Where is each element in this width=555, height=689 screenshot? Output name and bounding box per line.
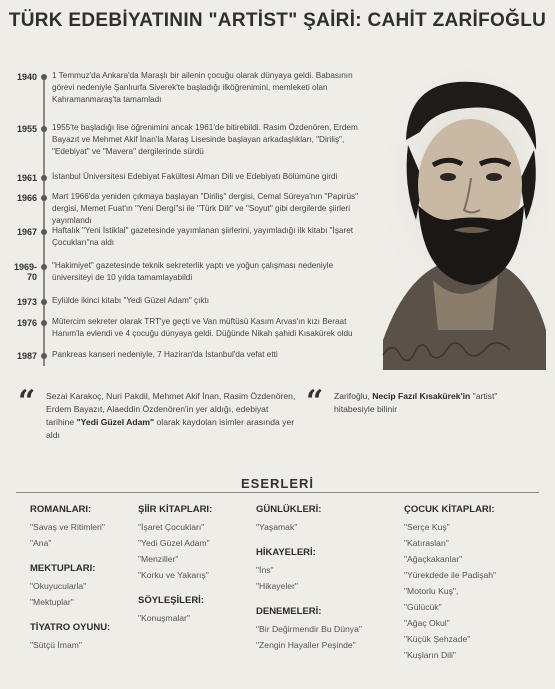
work-title: "Serçe Kuş" <box>404 522 450 532</box>
quote-icon: “ <box>306 384 324 419</box>
work-title: "Konuşmalar" <box>138 613 190 623</box>
work-title: "Ana" <box>30 538 52 548</box>
work-title: "Menziller" <box>138 554 179 564</box>
work-title: "Motorlu Kuş", <box>404 586 459 596</box>
works-column <box>404 504 544 675</box>
category-heading: GÜNLÜKLERİ: <box>256 504 322 515</box>
works-category <box>30 563 140 610</box>
works-column <box>256 504 406 665</box>
timeline-dot-icon <box>41 195 47 201</box>
timeline-year: 1987 <box>16 351 37 361</box>
work-title: "İşaret Çocukları" <box>138 522 205 532</box>
portrait-illustration <box>378 70 548 370</box>
work-title: "Hikayeler" <box>256 581 298 591</box>
category-heading: SÖYLEŞİLERİ: <box>138 595 204 606</box>
work-title: "Ağaçkakanlar" <box>404 554 463 564</box>
timeline-dot-icon <box>41 126 47 132</box>
portrait-image <box>378 70 548 370</box>
timeline-text: Mart 1966'da yeniden çıkmaya başlayan "Diriliş" dergisi, Cemal Süreya'nın "Papirüs" dergisi, Memet Fuat'ın "Yeni Dergi"si ile "Türk Dili" ve "Soyut" gibi dergilerde şiirleri yayımlandı <box>52 192 359 225</box>
works-category <box>138 595 258 626</box>
work-title: "Yürekdede ile Padişah" <box>404 570 497 580</box>
work-title: "Mektuplar" <box>30 597 74 607</box>
timeline-dot-icon <box>41 229 47 235</box>
timeline-text: Eylülde ikinci kitabı "Yedi Güzel Adam" çıktı <box>52 296 210 305</box>
works-category <box>30 504 140 551</box>
timeline-text: Mütercim sekreter olarak TRT'ye geçti ve Van müftüsü Kasım Arvas'ın kızı Beraat Hanım'la evlendi ve 4 çocuğu dünyaya geldi. Düğünde Nikah şahidi Kısakürek oldu <box>52 317 353 338</box>
timeline-year: 1961 <box>16 173 37 183</box>
works-category <box>138 504 258 583</box>
timeline-text: İstanbul Üniversitesi Edebiyat Fakültesi Alman Dili ve Edebiyatı Bölümüne girdi <box>52 172 338 181</box>
works-category <box>30 622 140 653</box>
quote-icon: “ <box>18 384 36 419</box>
timeline-year: 1967 <box>16 227 37 237</box>
work-title: "Küçük Şehzade" <box>404 634 471 644</box>
category-heading: ŞİİR KİTAPLARI: <box>138 504 213 515</box>
timeline-text: 1 Temmuz'da Ankara'da Maraşlı bir ailenin çocuğu olarak dünyaya geldi. Babasının görevi nedeniyle Şanlıurfa Siverek'te başladığı ilköğrenimini, memleketi olan Kahramanmaraş'ta tamamladı <box>52 71 353 104</box>
timeline-year: 1973 <box>16 297 37 307</box>
timeline-year: 1969-70 <box>14 262 38 282</box>
timeline-year: 1940 <box>16 72 37 82</box>
category-heading: ÇOCUK KİTAPLARI: <box>404 504 495 515</box>
timeline-dot-icon <box>41 320 47 326</box>
timeline-dot-icon <box>41 264 47 270</box>
work-title: "Zengin Hayaller Peşinde" <box>256 640 356 650</box>
category-heading: TİYATRO OYUNU: <box>30 622 111 633</box>
works-column <box>30 504 140 665</box>
work-title: "Ağaç Okul" <box>404 618 450 628</box>
category-heading: HİKAYELERİ: <box>256 547 316 558</box>
work-title: "Gülücük" <box>404 602 442 612</box>
works-column <box>138 504 258 638</box>
timeline-text: "Hakimiyet" gazetesinde teknik sekreterlik yaptı ve yoğun çalışması nedeniyle üniversiteyi de 10 yılda tamamlayabildi <box>52 261 334 282</box>
timeline-dot-icon <box>41 175 47 181</box>
works-category <box>256 606 406 653</box>
work-title: "Yedi Güzel Adam" <box>138 538 210 548</box>
work-title: "Korku ve Yakarış" <box>138 570 209 580</box>
work-title: "Okuyucularla" <box>30 581 87 591</box>
timeline-dot-icon <box>41 74 47 80</box>
works-category <box>256 504 406 535</box>
works-category <box>404 504 544 663</box>
timeline-text: Haftalık "Yeni İstiklal" gazetesinde yayımlanan şiirlerini, yayımladığı ilk kitabı "İşaret Çocukları"na aldı <box>52 226 354 247</box>
timeline-text: 1955'te başladığı lise öğrenimini ancak 1961'de bitirebildi. Rasim Özdenören, Erdem Bayazıt ve Mehmet Akif İnan'la Maraş Lisesinde başlayan arkadaşlıkları, "Diriliş", "Edebiyat" ve "Mavera" dergilerinde sürdü <box>52 123 358 156</box>
work-title: "Savaş ve Ritimleri" <box>30 522 105 532</box>
category-heading: ROMANLARI: <box>30 504 92 515</box>
work-title: "Kuşların Dili" <box>404 650 456 660</box>
page-title: TÜRK EDEBİYATININ "ARTİST" ŞAİRİ: CAHİT ZARİFOĞLU <box>8 10 547 31</box>
works-divider <box>16 492 539 493</box>
category-heading: MEKTUPLARI: <box>30 563 96 574</box>
quote-text: Sezai Karakoç, Nuri Pakdil, Mehmet Akif İnan, Rasim Özdenören, Erdem Bayazıt, Alaeddin Özdenören'in yer aldığı, edebiyat tarihine "Yedi Güzel Adam" olarak kaydolan isimler arasında yer aldı <box>46 391 296 440</box>
timeline-year: 1976 <box>16 318 37 328</box>
timeline-year: 1966 <box>16 193 37 203</box>
work-title: "İns" <box>256 565 274 575</box>
timeline-dot-icon <box>41 353 47 359</box>
works-heading: ESERLERİ <box>240 476 314 491</box>
works-category <box>256 547 406 594</box>
timeline-dot-icon <box>41 299 47 305</box>
category-heading: DENEMELERİ: <box>256 606 322 617</box>
timeline-text: Pankreas kanseri nedeniyle, 7 Haziran'da İstanbul'da vefat etti <box>52 350 278 359</box>
work-title: "Bir Değirmendir Bu Dünya" <box>256 624 362 634</box>
quote-text: Zarifoğlu, Necip Fazıl Kısakürek'in "artist" hitabesiyle bilinir <box>334 391 498 414</box>
work-title: "Katıraslan" <box>404 538 449 548</box>
work-title: "Sütçü İmam" <box>30 640 82 650</box>
timeline-year: 1955 <box>16 124 37 134</box>
work-title: "Yaşamak" <box>256 522 298 532</box>
